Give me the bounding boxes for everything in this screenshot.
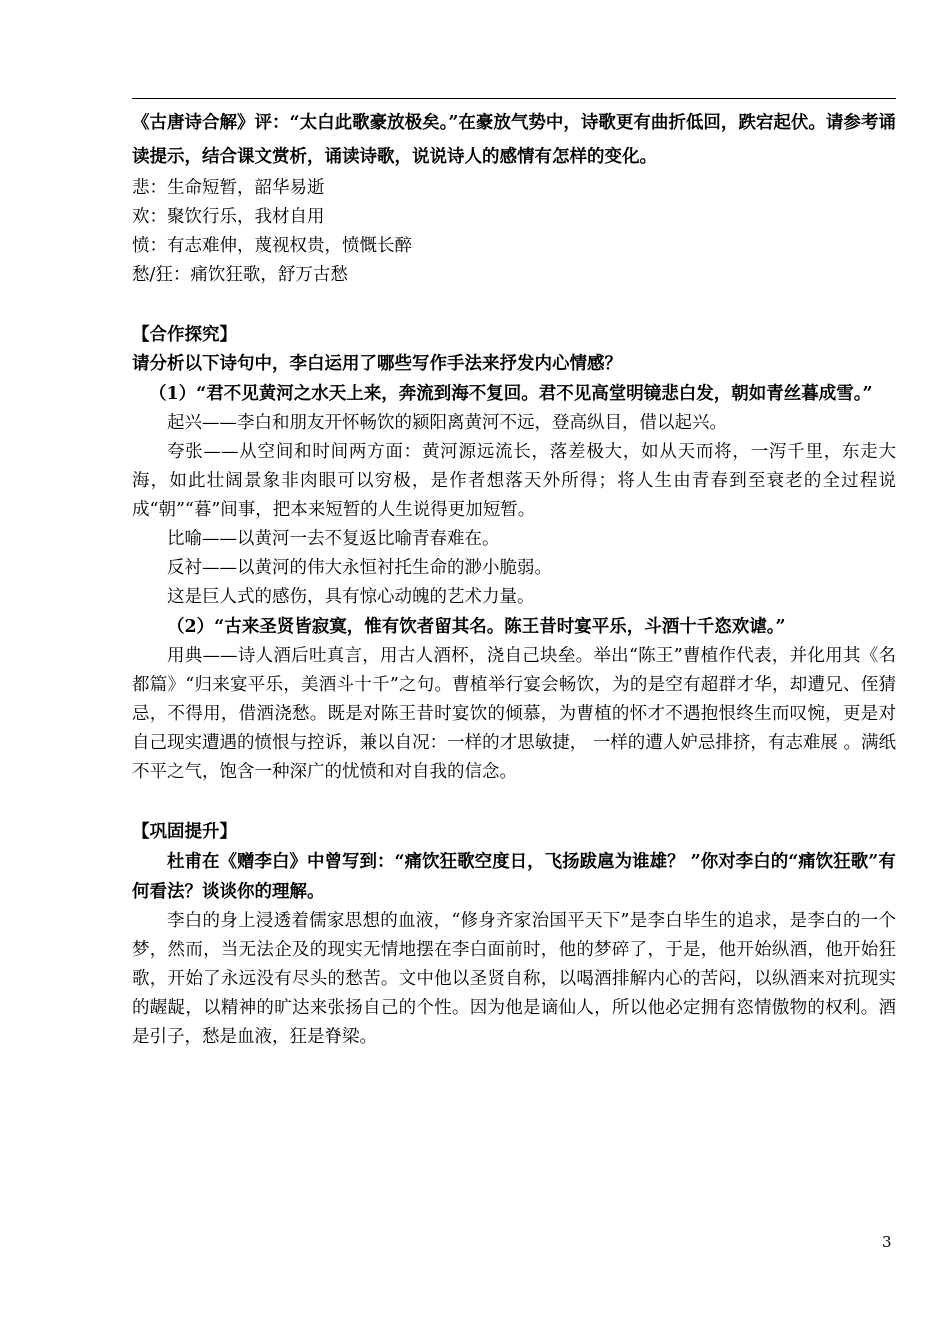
section-heading-consolidation: 【巩固提升】 [132, 822, 237, 842]
point-kuazhang: 夸张——从空间和时间两方面：黄河源远流长，落差极大，如从天而将，一泻千里，东走大海，如此壮阔景象非肉眼可以穷极，是作者想落天外所得；将人生由青春到至衰老的全过程说成“朝”“暮”间事，把本来短暂的人生说得更加短暂。 [132, 442, 896, 520]
intro-prompt: 《古唐诗合解》评：“太白此歌豪放极矣。”在豪放气势中，诗歌更有曲折低回，跌宕起伏。请参考诵读提示，结合课文赏析，诵读诗歌，说说诗人的感情有怎样的变化。 [132, 113, 896, 167]
emotion-anger: 愤：有志难伸，蔑视权贵，愤慨长醉 [132, 236, 412, 256]
point-fanchen: 反衬——以黄河的伟大永恒衬托生命的渺小脆弱。 [167, 558, 552, 578]
consolidation-question: 杜甫在《赠李白》中曾写到：“痛饮狂歌空度日，飞扬跋扈为谁雄？ ”你对李白的“痛饮狂歌”有何看法？谈谈你的理解。 [132, 852, 896, 902]
document-page [132, 106, 896, 1052]
item2-quote: （2）“古来圣贤皆寂寞，惟有饮者留其名。陈王昔时宴平乐，斗酒十千恣欢谑。” [167, 617, 786, 637]
consolidation-answer: 李白的身上浸透着儒家思想的血液，“修身齐家治国平天下”是李白毕生的追求，是李白的一个梦，然而，当无法企及的现实无情地摆在李白面前时，他的梦碎了，于是，他开始纵酒，他开始狂歌，开始了永远没有尽头的愁苦。文中他以圣贤自称，以喝酒排解内心的苦闷，以纵酒来对抗现实的龌龊，以精神的旷达来张扬自己的个性。因为他是谪仙人，所以他必定拥有恣情傲物的权利。酒是引子，愁是血液，狂是脊梁。 [132, 911, 896, 1047]
point-summary: 这是巨人式的感伤，具有惊心动魄的艺术力量。 [167, 587, 535, 607]
page-number: 3 [882, 1233, 892, 1251]
emotion-joy: 欢：聚饮行乐，我材自用 [132, 207, 325, 227]
item1-quote: （1）“君不见黄河之水天上来，奔流到海不复回。君不见高堂明镜悲白发，朝如青丝暮成雪。” [149, 384, 873, 404]
section-heading-cooperation: 【合作探究】 [132, 325, 237, 345]
emotion-sorrow: 愁/狂：痛饮狂歌，舒万古愁 [132, 265, 348, 285]
item2-analysis: 用典——诗人酒后吐真言，用古人酒杯，浇自己块垒。举出“陈王”曹植作代表，并化用其《名都篇》“归来宴平乐，美酒斗十千”之句。曹植举行宴会畅饮，为的是空有超群才华，却遭兄、侄猜忌，不得用，借酒浇愁。既是对陈王昔时宴饮的倾慕，为曹植的怀才不遇抱恨终生而叹惋，更是对自己现实遭遇的愤恨与控诉，兼以自况：一样的才思敏捷， 一样的遭人妒忌排挤，有志难展 。满纸不平之气，饱含一种深广的忧愤和对自我的信念。 [132, 646, 896, 782]
emotion-sad: 悲：生命短暂，韶华易逝 [132, 178, 325, 198]
cooperation-question: 请分析以下诗句中，李白运用了哪些写作手法来抒发内心情感？ [132, 354, 622, 374]
point-biyu: 比喻——以黄河一去不复返比喻青春难在。 [167, 529, 500, 549]
point-xing: 起兴——李白和朋友开怀畅饮的颍阳离黄河不远，登高纵目，借以起兴。 [167, 413, 727, 433]
header-rule [132, 98, 896, 99]
